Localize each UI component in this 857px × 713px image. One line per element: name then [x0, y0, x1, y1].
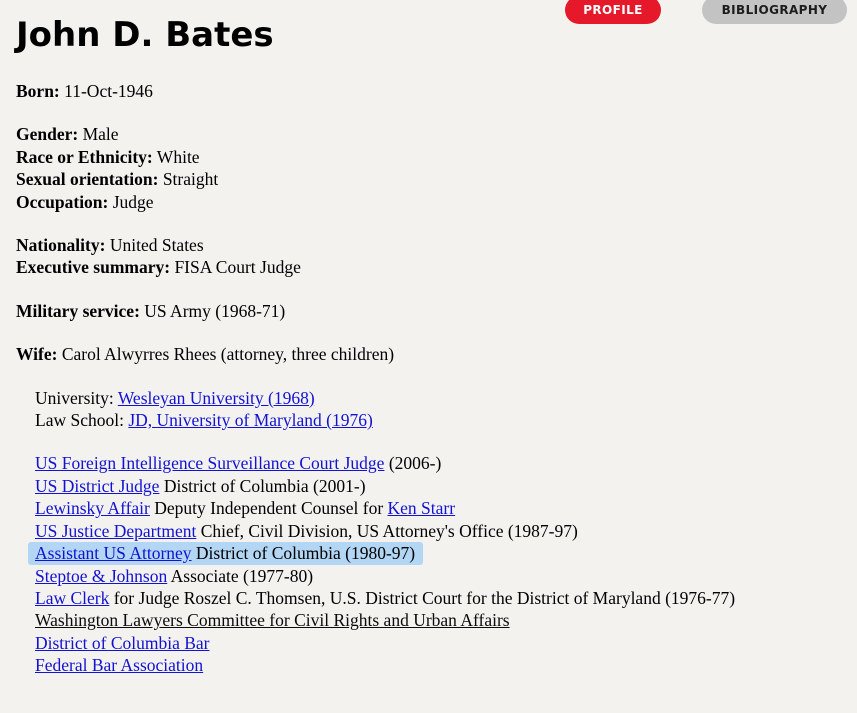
field-row [16, 168, 841, 190]
field-value: 11-Oct-1946 [59, 81, 153, 101]
district-of-columbia-bar-link[interactable]: District of Columbia Bar [35, 632, 210, 653]
profile-content [0, 13, 857, 677]
career-text: for Judge Roszel C. Thomsen, U.S. District Court for the District of Maryland (1976-77) [109, 587, 736, 608]
field-label: Sexual orientation: [16, 169, 159, 190]
field-row [16, 191, 841, 213]
career-row [35, 632, 841, 654]
education-row [35, 409, 841, 431]
fields-section [16, 80, 841, 366]
career-text: (2006-) [384, 453, 442, 474]
field-group [16, 234, 841, 279]
career-row [35, 565, 841, 587]
field-value: Carol Alwyrres Rhees (attorney, three children) [57, 344, 395, 365]
bibliography-tab-button[interactable]: BIBLIOGRAPHY [702, 0, 847, 24]
career-text: District of Columbia (1980-97) [191, 543, 416, 564]
field-group [16, 300, 841, 322]
ken-starr-link[interactable]: Ken Starr [387, 498, 456, 519]
us-justice-department-link[interactable]: US Justice Department [35, 520, 197, 541]
field-value: White [152, 146, 200, 167]
us-district-judge-link[interactable]: US District Judge [35, 475, 160, 496]
field-value: FISA Court Judge [170, 257, 301, 278]
profile-tab-button[interactable]: PROFILE [565, 0, 661, 24]
field-label: Born: [16, 81, 60, 101]
field-label: Nationality: [16, 235, 106, 256]
field-row [16, 146, 841, 168]
career-row [35, 587, 841, 609]
career-row [35, 520, 841, 542]
federal-bar-association-link[interactable]: Federal Bar Association [35, 655, 204, 676]
education-label: Law School: [35, 410, 129, 431]
wesleyan-university-1968-link[interactable]: Wesleyan University (1968) [117, 387, 315, 408]
field-value: US Army (1968-71) [139, 300, 286, 321]
field-row [16, 343, 841, 365]
field-row [16, 123, 841, 145]
career-row [35, 654, 841, 676]
field-row [16, 300, 841, 322]
field-label: Wife: [16, 344, 58, 365]
washington-lawyers-committee-for-civil-rights-and-urban-affairs-link[interactable]: Washington Lawyers Committee for Civil Rights and Urban Affairs [35, 610, 510, 631]
field-value: Judge [108, 191, 154, 212]
career-row [35, 609, 841, 631]
page-title: John D. Bates [16, 15, 274, 55]
steptoe-johnson-link[interactable]: Steptoe & Johnson [35, 565, 168, 586]
education-row [35, 387, 841, 409]
education-section [16, 387, 841, 432]
field-value: United States [105, 235, 204, 256]
career-row [35, 542, 841, 564]
field-label: Gender: [16, 124, 79, 145]
law-clerk-link[interactable]: Law Clerk [35, 587, 110, 608]
field-group [16, 343, 841, 365]
career-row [35, 497, 841, 519]
field-label: Military service: [16, 300, 140, 321]
career-section [16, 452, 841, 676]
career-text: Chief, Civil Division, US Attorney's Office (1987-97) [196, 520, 578, 541]
career-row [35, 452, 841, 474]
field-label: Executive summary: [16, 257, 171, 278]
field-group [16, 123, 841, 213]
selected-text-highlight [28, 542, 423, 565]
field-label: Occupation: [16, 191, 109, 212]
field-value: Straight [158, 169, 219, 190]
field-row [16, 234, 841, 256]
career-text: Deputy Independent Counsel for [149, 498, 388, 519]
lewinsky-affair-link[interactable]: Lewinsky Affair [35, 498, 150, 519]
career-row [35, 475, 841, 497]
assistant-us-attorney-link[interactable]: Assistant US Attorney [35, 543, 192, 564]
jd-university-of-maryland-1976-link[interactable]: JD, University of Maryland (1976) [128, 410, 373, 431]
field-row [16, 256, 841, 278]
career-text: Associate (1977-80) [167, 565, 314, 586]
education-label: University: [35, 387, 118, 408]
career-text: District of Columbia (2001-) [159, 475, 366, 496]
field-label: Race or Ethnicity: [16, 146, 153, 167]
field-row [16, 80, 841, 102]
field-value: Male [78, 124, 119, 145]
field-group [16, 80, 841, 102]
us-foreign-intelligence-surveillance-court-judge-link[interactable]: US Foreign Intelligence Surveillance Court Judge [35, 453, 385, 474]
